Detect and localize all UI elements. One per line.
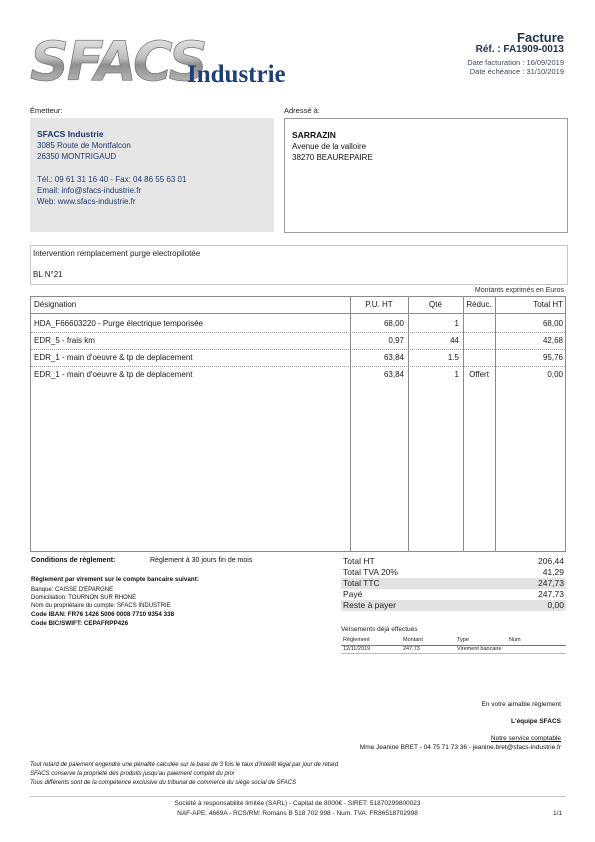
- payment-date: 12/11/2019: [343, 646, 371, 652]
- items-table: [30, 296, 566, 552]
- closing-greeting: En votre aimable règlement: [481, 701, 561, 708]
- total-label: Total TTC: [343, 578, 380, 588]
- team-signature: L'équipe SFACS: [511, 718, 561, 725]
- accounting-contact: Mme Jeanine BRET - 04 75 71 73 36 - jeanine.bret@sfacs-industrie.fr: [359, 744, 561, 751]
- subject-line1: Intervention remplacement purge electropilotée: [33, 249, 201, 258]
- legal-jurisdiction: Tous différents sont de la compétence exclusive du tribunal de commerce du siège social de SFACS: [30, 780, 297, 786]
- paid-row: [341, 589, 566, 600]
- footer-registration-info: NAF-APE: 4669A - RCS/RM: Romans B 518 702 998 - Num. TVA: FR86518702998: [177, 810, 418, 817]
- totals-block: [341, 556, 566, 611]
- sender-label: Émetteur:: [30, 106, 63, 115]
- payments-header-date: Règlement: [343, 637, 370, 643]
- header-designation: Désignation: [34, 300, 77, 309]
- total-label: Total TVA 20%: [343, 567, 398, 577]
- total-label: Total HT: [343, 556, 375, 566]
- subject-box: [30, 245, 568, 285]
- due-date: Date échéance : 31/10/2019: [469, 67, 564, 76]
- total-tva-row: [341, 567, 566, 578]
- payments-header-type: Type: [457, 637, 469, 643]
- row-designation: HDA_F66603220 - Purge électrique temporisée: [34, 319, 203, 328]
- row-quantity: 1: [454, 370, 459, 379]
- bank-name: Banque: CAISSE D'EPARGNE: [31, 587, 114, 593]
- payments-header-num: Num: [509, 637, 521, 643]
- sender-email: Email: info@sfacs-industrie.fr: [37, 186, 142, 195]
- logo-subtitle: Industrie: [187, 61, 286, 88]
- remaining-row: [341, 600, 566, 611]
- row-designation: EDR_5 - frais km: [34, 336, 95, 345]
- legal-late-payment: Tout retard de paiement engendre une pénalité calculée sur la base de 3 fois le taux d'intérêt légal par jour de retard: [30, 762, 339, 768]
- payment-row: [341, 645, 566, 654]
- conditions-value: Règlement à 30 jours fin de mois: [150, 557, 253, 564]
- total-label: Reste à payer: [343, 600, 396, 610]
- row-total: 42,68: [542, 336, 563, 345]
- payment-type: Virement bancaire: [457, 646, 502, 652]
- payments-header-amount: Montant: [403, 637, 423, 643]
- row-discount: Offert: [469, 370, 489, 379]
- company-logo: [30, 30, 320, 88]
- total-ttc-row: [341, 578, 566, 589]
- row-total: 0,00: [547, 370, 563, 379]
- row-unit-price: 68,00: [383, 319, 404, 328]
- row-quantity: 1.5: [447, 353, 459, 362]
- sender-address-line1: 3085 Route de Montfalcon: [37, 141, 131, 150]
- bic-swift: Code BIC/SWIFT: CEPAFRPP426: [31, 620, 129, 627]
- total-value: 247,73: [538, 578, 564, 588]
- legal-ownership: SFACS conserve la propriété des produits jusqu'au paiement complet du prix: [30, 771, 235, 777]
- row-total: 68,00: [542, 319, 563, 328]
- footer-divider: [30, 796, 566, 797]
- subject-line2: BL N°21: [33, 270, 63, 279]
- row-unit-price: 63,84: [383, 370, 404, 379]
- recipient-address-line2: 38270 BEAUREPAIRE: [292, 153, 373, 162]
- document-title: Facture: [517, 30, 564, 45]
- total-ht-row: [341, 556, 566, 567]
- header-total: Total HT: [533, 300, 563, 309]
- header-discount: Réduc.: [466, 300, 492, 309]
- footer-company-info: Société à responsabilité limitée (SARL) - Capital de 8000€ - SIRET: 51870299800023: [174, 800, 421, 807]
- recipient-box: [284, 118, 568, 233]
- recipient-name: SARRAZIN: [292, 130, 336, 140]
- bank-domiciliation: Domiciliation: TOURNON SUR RHONE: [31, 595, 137, 601]
- sender-box: [30, 118, 274, 232]
- page-number: 1/1: [552, 810, 562, 817]
- sender-phone: Tél.: 09 61 31 16 40 - Fax: 04 86 55 63 01: [37, 175, 187, 184]
- row-designation: EDR_1 - main d'oeuvre & tp de deplacement: [34, 353, 193, 362]
- sender-address-line2: 26350 MONTRIGAUD: [37, 152, 117, 161]
- account-owner: Nom du propriétaire du compte: SFACS INDUSTRIE: [31, 603, 171, 609]
- total-value: 41,29: [542, 567, 564, 577]
- row-unit-price: 0,97: [388, 336, 404, 345]
- logo-wordmark: SFACS: [30, 30, 206, 88]
- row-unit-price: 63,84: [383, 353, 404, 362]
- invoice-reference: Réf. : FA1909-0013: [475, 44, 564, 55]
- payment-amount: 247,73: [403, 646, 420, 652]
- conditions-label: Conditions de règlement:: [31, 557, 116, 564]
- total-value: 247,73: [538, 589, 564, 599]
- recipient-address-line1: Avenue de la valloire: [292, 142, 367, 151]
- sender-website: Web: www.sfacs-industrie.fr: [37, 197, 136, 206]
- row-designation: EDR_1 - main d'oeuvre & tp de deplacement: [34, 370, 193, 379]
- total-label: Payé: [343, 589, 363, 599]
- sender-name: SFACS Industrie: [37, 129, 104, 139]
- row-quantity: 1: [454, 319, 459, 328]
- iban: Code IBAN: FR76 1426 5006 0008 7710 9354 338: [31, 611, 175, 618]
- row-quantity: 44: [450, 336, 459, 345]
- header-quantity: Qté: [429, 300, 442, 309]
- row-total: 95,76: [542, 353, 563, 362]
- total-value: 0,00: [547, 600, 564, 610]
- billing-date: Date facturation : 16/09/2019: [467, 58, 564, 67]
- currency-note: Montants exprimés en Euros: [474, 287, 564, 294]
- accounting-service: Notre service comptable: [490, 735, 561, 742]
- total-value: 206,44: [538, 556, 564, 566]
- transfer-title: Règlement par virement sur le compte bancaire suivant:: [31, 576, 199, 583]
- header-unit-price: P.U. HT: [365, 300, 393, 309]
- recipient-label: Adressé à:: [284, 106, 320, 115]
- payments-title: Versements déjà effectués: [341, 626, 418, 633]
